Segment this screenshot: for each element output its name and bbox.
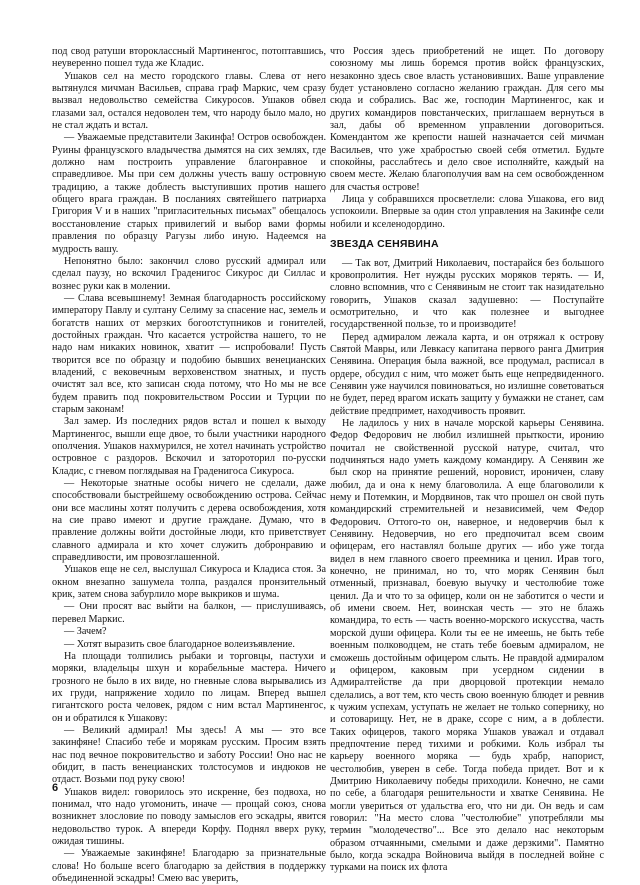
paragraph: — Слава всевышнему! Земная благодарность российскому императору Павлу и султану Селиму за спасение нас, земель и богатств наших от мерзких богоотступников и гонителей, достойных граждан. Что касается устройства нашего, то не надо нам никаких новинок, хватит — испробовали! Пусть творится все по образцу и подобию бывших венецианских владений, с вековечным верховенством знатных, и пусть очистят зал все, кто записан сюда потому, что Но мы не все будем править под покровительством России и Турции по старым законам! xyxy=(52,292,326,415)
right-column-opening-text xyxy=(330,46,604,231)
paragraph: — Великий адмирал! Мы здесь! А мы — это все закинфяне! Спасибо тебе и морякам русским. Просим взять нас под вечное покровительство и заботу России! Оно нас не обидит, в пасть венецианских толстосумов и индюков не отдаст. Возьми под руку свою! xyxy=(52,724,326,786)
chapter-heading: ЗВЕЗДА СЕНЯВИНА xyxy=(330,238,439,251)
paragraph: Не ладилось у них в начале морской карьеры Сенявина. Федор Федорович не любил излишней прыткости, иронию почитал не свойственной русской натуре, считал, что подчиняться надо уметь каждому командиру. А Сенявин же был скор на принятие решений, норовист, ироничен, славу любил, да и она к нему благоволила. А еще благоволили к нему и Потемкин, и Мордвинов, так что прошел он свой путь командирский стремительней и независимей, чем Федор Федорович. Оттого-то он, наверное, и недоверчив был к Сенявину. Недоверчив, но его предпочитал всем своим офицерам, его наставлял больше других — ибо уже тогда видел в нем главного своего преемника и ценил. Ирав того, конечно, не принимал, но то, что моряк Сенявин был отменный, признавал, боевую выучку и честолюбие тоже ценил. Да и что то за офицер, коли он не заботится о чести и об имени своем. Нет, воинская честь — это не блажь командира, то есть — часть военно-морского искусства, часть морской души офицера. Коли ты ее не имеешь, не быть тебе военным полководцем, не стать тебе боевым адмиралом, не сможешь достойным офицером слыть. Не правдой адмиралом и офицером, каковым при усердном сидении в Адмиралтействе да при дворцовой протекции немало сделались, а вот тем, кто честь свою военную блюдет и ревнив к чужим успехам, уступать не желает не только сопернику, но и сотоварищу. Нет, не в драке, ссоре с ним, а в доблести. Таких офицеров, такого моряка Ушаков уважал и отдавал предпочтение перед тихими и робкими. Коль избрал ты карьеру военного моряка — будь храбр, напорист, честолюбив, уверен в себе. Тогда победа придет. Вот и к Дмитрию Николаевичу победы приходили. Конечно, не сами по себе, а благодаря решительности и хватке Сенявина. Не могли увериться от удальства его, что ни ди. Он ведь и сам говорил: "На место слова "честолюбие" употребляли мы термин "молодечество"... Все это делало нас некоторым образом отчаянными, смелыми и даже дерзкими". Памятно было, когда эскадра Войновича выйдя в последней войне с турками на поиск их флота xyxy=(330,417,604,874)
paragraph: — Некоторые знатные особы ничего не сделали, даже способствовали быстрейшему освобождению острова. Сейчас они все маслины хотят получить с дерева освобождения, хотя на сие право имеют и другие граждане. Думаю, что в правление должны войти достойные люди, кто приветствует славного адмирала и кто хочет служить добронравию и справедливости, им провозглашенной. xyxy=(52,478,326,564)
paragraph: Ушаков видел: говорилось это искренне, без подвоха, но понимал, что надо угомонить, иначе — прощай союз, снова возникнет злословие по поводу замыслов его эскадры, явится недовольство турок. А впереди Корфу. Поднял вверх руку, ожидая тишины. xyxy=(52,786,326,847)
paragraph: — Хотят выразить свое благодарное волеизъявление. xyxy=(64,638,295,650)
paragraph: Лица у собравшихся просветлели: слова Ушакова, его вид успокоили. Впервые за один стол управления на Закинфе сели нобили и кселенодордино. xyxy=(330,194,604,230)
paragraph: под свод ратуши второклассный Мартиненгос, потоптавшись, неуверенно пошел туда же Кладис. xyxy=(52,46,326,70)
paragraph: Зал замер. Из последних рядов встал и пошел к выходу Мартиненгос, вышли еще двое, то были участники народного ополчения. Ушаков нахмурился, не хотел начинать устройство островное с раздоров. Вскочил и затороторил по-русски Кладис, с гневом поглядывая на Граденигоса Сикуроса. xyxy=(52,416,326,477)
paragraph: Ушаков еще не сел, выслушал Сикуроса и Кладиса стоя. За окном внезапно зашумела толпа, раздался пронзительный крик, затем снова забурлило море выкриков и шума. xyxy=(52,564,326,601)
paragraph: что Россия здесь приобретений не ищет. По договору союзному мы лишь боремся против войск французских, незаконно здесь свое власть установивших. Ваше управление будет установлено согласно желанию граждан. Для сего мы сюда и собрались. Вас же, господин Мартиненгос, как и других командиров повстанческих, приглашаем вернуться в зал, дабы об временном управлении договориться. Комендантом же крепости нашей назначается сей мичман Васильев, что уже храбростью своей себя отметил. Будьте спокойны, расслабтесь и дело свое исполняйте, каждый на своем месте. Желаю благополучия вам на сем освобожденном для счастья острове! xyxy=(330,46,604,193)
page-number: 6 xyxy=(52,782,59,794)
paragraph: — Зачем? xyxy=(64,626,107,638)
paragraph: — Уважаемые закинфяне! Благодарю за признательные слова! Но больше всего благодарю за действия в поддержку объединенной эскадры! Смею вас уверить, xyxy=(52,848,326,885)
paragraph: Ушаков сел на место городского главы. Слева от него вытянулся мичман Васильев, справа граф Маркис, чем сразу вызвал недовольство семейства Сикуросов. Ушаков обвел глазами зал, остался недоволен тем, что народу было мало, но не стал ждать и встал. xyxy=(52,70,326,132)
right-column xyxy=(330,46,604,874)
paragraph: — Они просят вас выйти на балкон, — прислушиваясь, перевел Маркис. xyxy=(52,601,326,625)
paragraph: На площади толпились рыбаки и торговцы, пастухи и моряки, владельцы шхун и корабельные мастера. Ничего грозного не было в их виде, но гневные слова вырывались из их груди, напряжение ходило по лицам. Вперед вышел гигантского роста человек, рядом с ним встал Мартиненгос, он и обратился к Ушакову: xyxy=(52,650,326,724)
left-column xyxy=(52,46,326,885)
paragraph: Непонятно было: закончил слово русский адмирал или сделал паузу, но вскочил Граденигос Сикурос ди Силлас и вознес руки как в молении. xyxy=(52,255,326,292)
paragraph: — Уважаемые представители Закинфа! Остров освобожден. Руины французского владычества дымятся на сих землях, где должно нам построить управление благонравное и справедливое. Мы при сем должны учесть вашу островную традицию, а также доблесть выступивших против нашего общего врага граждан. В посланиях святейшего патриарха Григория V и в наших "пригласительных письмах" обещалось восстановление старых привилегий и выбор вами формы правления по образцу Рагузы либо иную. Надеемся на мудрость вашу. xyxy=(52,132,326,255)
paragraph: — Так вот, Дмитрий Николаевич, постарайся без большого кровопролития. Нет нужды русских моряков терять. — И, словно вспомнив, что с Сенявиным не стоит так назидательно говорить, Ушаков сказал задушевно: — Поступайте осмотрительно, и что как полезнее и выгоднее государственной пользе, то и производите! xyxy=(330,257,604,331)
paragraph: Перед адмиралом лежала карта, и он отряжал к острову Святой Мавры, или Левкасу капитана первого ранга Дмитрия Сенявина. Операция была важной, все продумал, расписал в ордере, обсудил с ним, что может быть еще непредвиденного. Сенявин уже научился повиноваться, но излишне советоваться не будет, перед врагом искать защиту у бумажки не станет, сам действие предпримет, находчивость проявит. xyxy=(330,331,604,417)
right-column-chapter-text xyxy=(330,258,604,875)
